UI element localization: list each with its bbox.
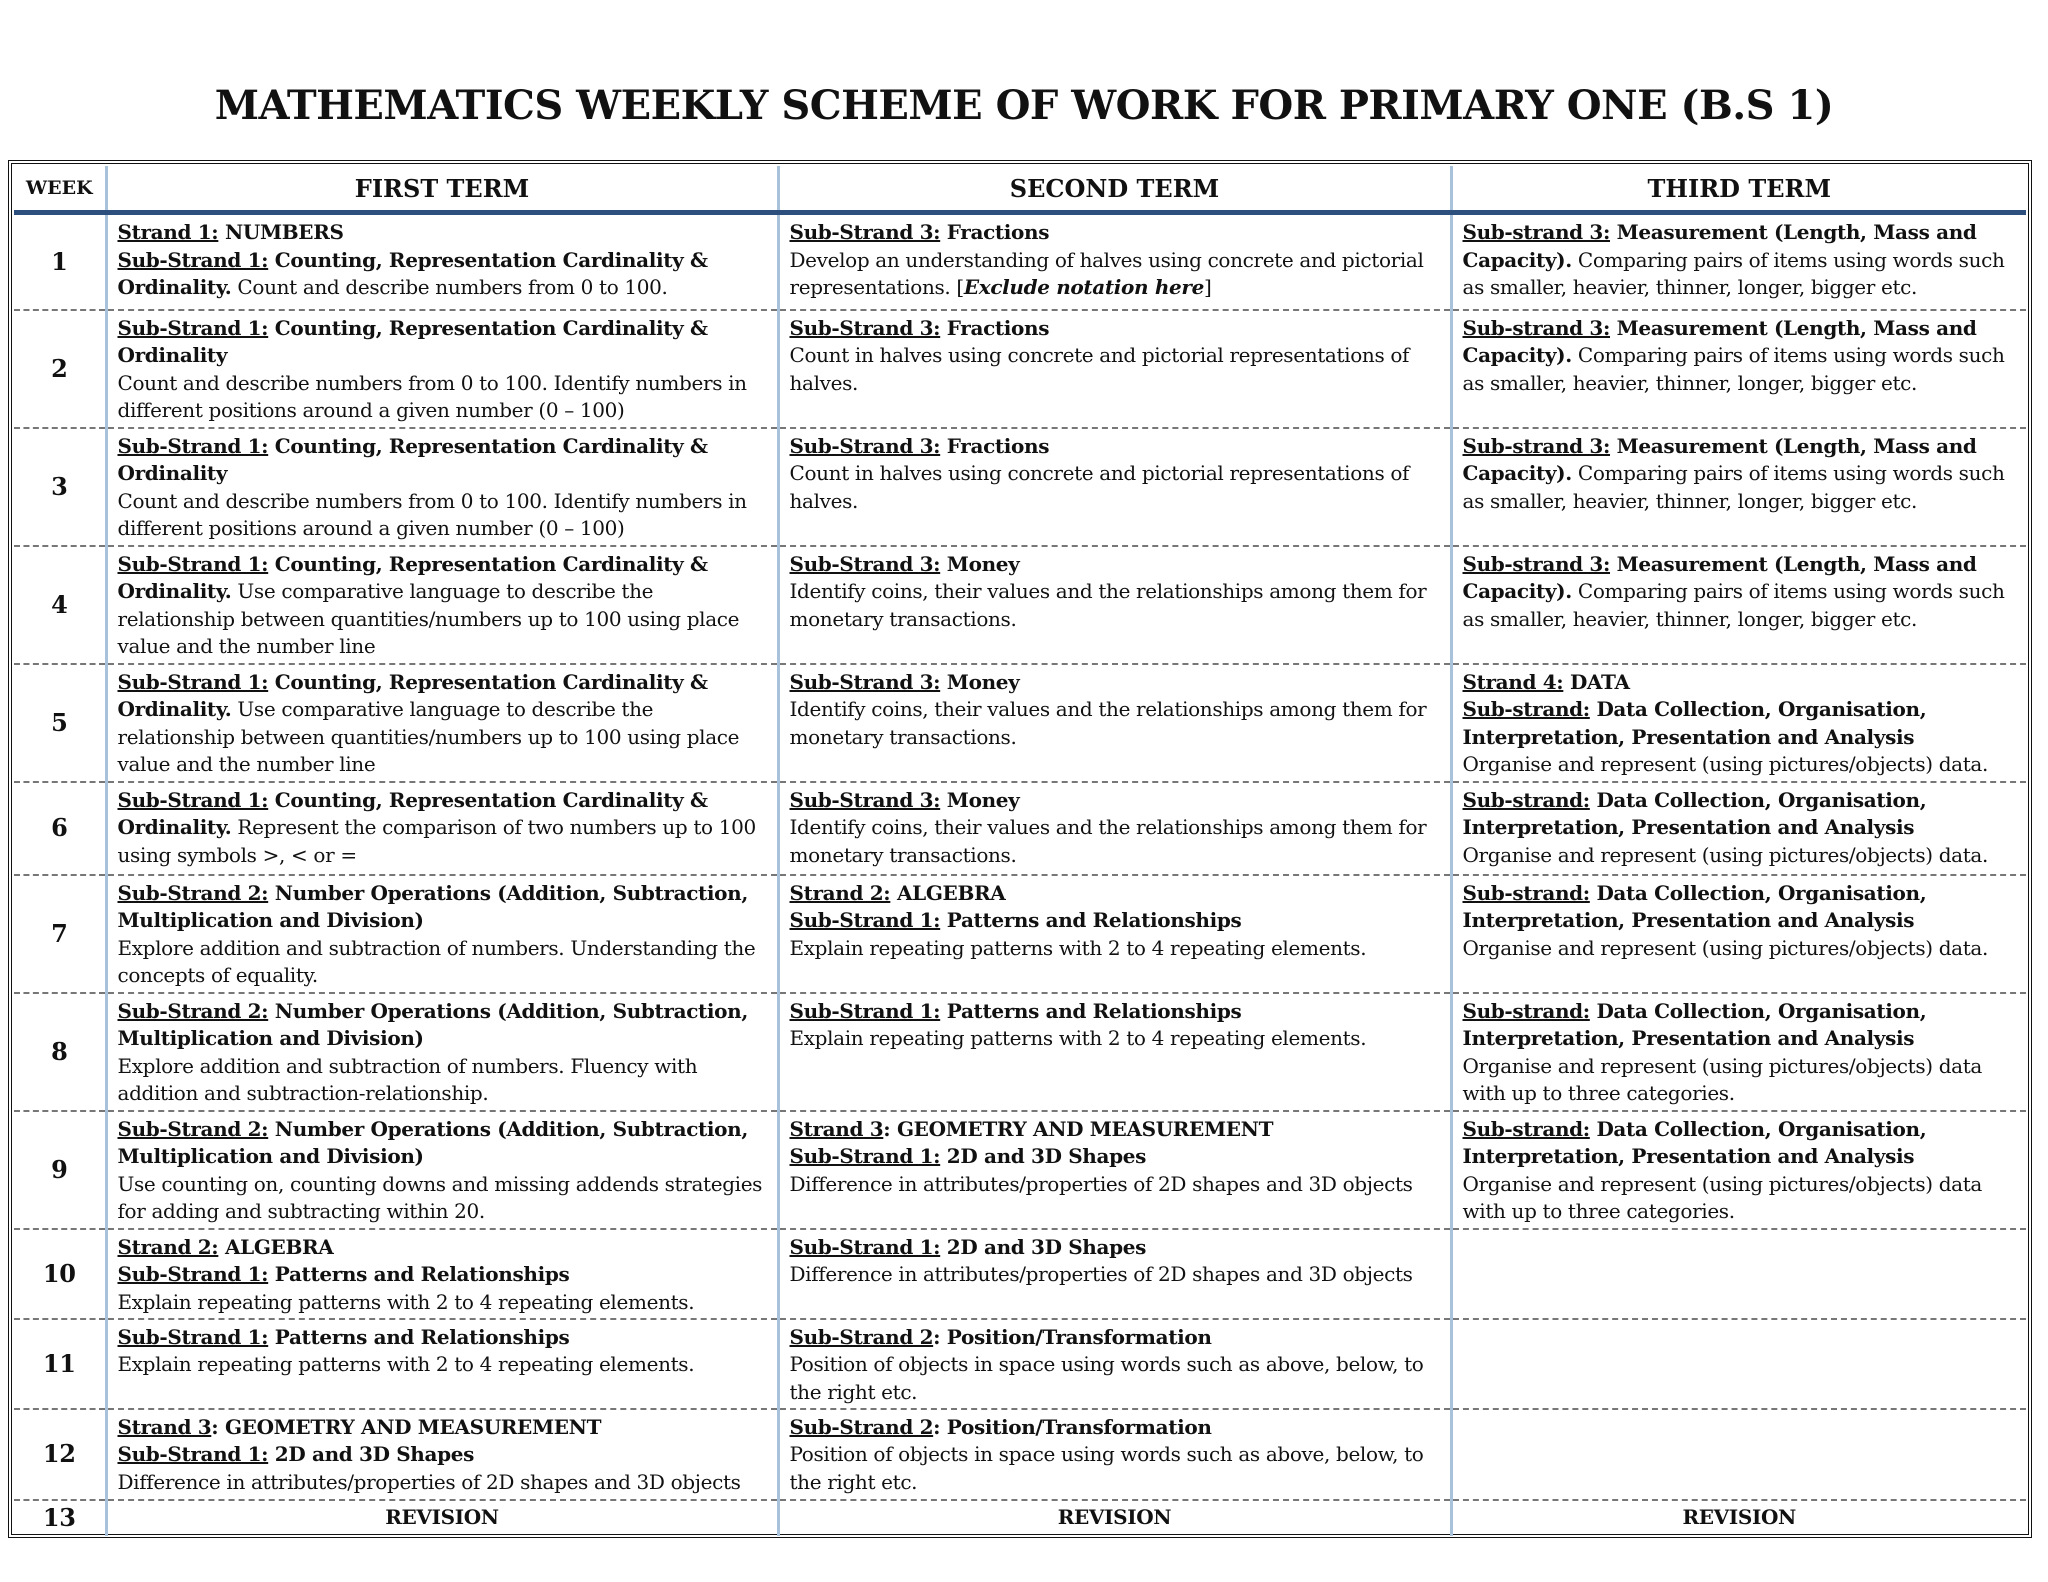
description: Develop an understanding of halves using concrete and pictorial representations. [: [789, 247, 1424, 300]
substrand-label: Sub-Strand 3:: [789, 220, 941, 244]
substrand-label: Sub-Strand 1:: [117, 1324, 269, 1349]
substrand-title: Fractions: [940, 433, 1050, 458]
week-number: 4: [14, 546, 106, 664]
substrand-title: Patterns and Relationships: [940, 908, 1242, 933]
first-term-cell: [106, 993, 778, 1111]
description: Difference in attributes/properties of 2D shapes and 3D objects: [789, 1171, 1413, 1196]
substrand-label: Sub-strand 3:: [1462, 551, 1611, 576]
substrand-label: Sub-strand:: [1462, 787, 1590, 812]
week-number: 12: [14, 1409, 106, 1500]
substrand-label: Sub-Strand 1:: [789, 998, 941, 1023]
description: Use counting on, counting downs and missing addends strategies for adding and subtracting within 20.: [117, 1171, 763, 1224]
description: Organise and represent (using pictures/objects) data with up to three categories.: [1462, 1171, 1982, 1224]
substrand-title: Patterns and Relationships: [268, 1262, 570, 1287]
strand-label: Strand 4:: [1462, 669, 1564, 694]
week-row: [14, 428, 2026, 546]
strand-label: Strand 2:: [789, 880, 891, 905]
substrand-label: Sub-Strand 3:: [789, 551, 941, 576]
week-header: WEEK: [14, 166, 106, 213]
substrand-label: Sub-Strand 1:: [789, 908, 941, 933]
third-term-cell: [1451, 1111, 2026, 1229]
substrand-label: Sub-Strand 1:: [117, 315, 269, 340]
substrand-title: Number Operations (Addition, Subtraction, Multiplication and Division): [117, 1116, 748, 1169]
first-term-cell: [106, 1409, 778, 1500]
second-term-cell: [778, 213, 1451, 310]
week-row: [14, 875, 2026, 993]
first-term-cell: [106, 782, 778, 875]
description: Comparing pairs of items using words such as smaller, heavier, thinner, longer, bigger etc.: [1462, 461, 2005, 513]
substrand-title: Data Collection, Organisation, Interpretation, Presentation and Analysis: [1462, 697, 1927, 749]
second-term-cell: [778, 1229, 1451, 1319]
third-term-cell: [1451, 782, 2026, 875]
first-term-revision: REVISION: [106, 1500, 778, 1536]
description: Represent the comparison of two numbers up to 100 using symbols >, < or =: [117, 815, 756, 867]
substrand-title: Data Collection, Organisation, Interpretation, Presentation and Analysis: [1462, 1116, 1927, 1169]
first-term-cell: [106, 1319, 778, 1409]
substrand-title: Money: [940, 669, 1020, 694]
second-term-cell: [778, 993, 1451, 1111]
week-row: [14, 1500, 2026, 1536]
week-number: 5: [14, 664, 106, 782]
week-row: [14, 664, 2026, 782]
third-term-cell: [1451, 310, 2026, 428]
description: Explain repeating patterns with 2 to 4 repeating elements.: [117, 1352, 695, 1377]
third-term-cell: [1451, 428, 2026, 546]
week-number: 10: [14, 1229, 106, 1319]
description: Explain repeating patterns with 2 to 4 repeating elements.: [117, 1289, 695, 1314]
page-title: MATHEMATICS WEEKLY SCHEME OF WORK FOR PRIMARY ONE (B.S 1): [214, 82, 1834, 129]
first-term-cell: [106, 546, 778, 664]
substrand-label: Sub-strand 3:: [1462, 433, 1611, 458]
substrand-label: Sub-Strand 1:: [117, 433, 269, 458]
third-term-header: THIRD TERM: [1451, 166, 2026, 213]
substrand-label: Sub-strand 3:: [1462, 315, 1611, 340]
second-term-cell: [778, 664, 1451, 782]
substrand-label: Sub-Strand 2:: [117, 998, 269, 1023]
description: Count in halves using concrete and pictorial representations of halves.: [789, 343, 1410, 395]
substrand-label: Sub-Strand 2:: [117, 1116, 269, 1141]
third-term-cell: [1451, 213, 2026, 310]
substrand-title: : Position/Transformation: [933, 1414, 1212, 1439]
substrand-title: Fractions: [940, 315, 1050, 340]
substrand-label: Sub-strand:: [1462, 880, 1590, 905]
week-number: 8: [14, 993, 106, 1111]
substrand-title: Counting, Representation Cardinality & Ordinality.: [117, 551, 708, 604]
third-term-cell: [1451, 1229, 2026, 1319]
first-term-cell: [106, 1111, 778, 1229]
substrand-label: Sub-Strand 1:: [117, 1262, 269, 1287]
second-term-cell: [778, 875, 1451, 993]
substrand-label: Sub-Strand 2:: [117, 880, 269, 905]
description: Count and describe numbers from 0 to 100. Identify numbers in different positions around a given number (0 – 100): [117, 370, 747, 423]
substrand-title: Number Operations (Addition, Subtraction, Multiplication and Division): [117, 880, 748, 933]
strand-title: ALGEBRA: [890, 880, 1006, 905]
substrand-label: Sub-Strand 3:: [789, 433, 941, 458]
week-number: 13: [42, 1503, 76, 1533]
substrand-title: Patterns and Relationships: [940, 998, 1242, 1023]
second-term-revision: REVISION: [778, 1500, 1451, 1536]
second-term-cell: [778, 782, 1451, 875]
week-row: [14, 310, 2026, 428]
substrand-title: Data Collection, Organisation, Interpretation, Presentation and Analysis: [1462, 998, 1927, 1051]
substrand-title: 2D and 3D Shapes: [940, 1144, 1147, 1169]
substrand-title: 2D and 3D Shapes: [268, 1442, 475, 1467]
second-term-cell: [778, 1319, 1451, 1409]
bracket: ]: [1203, 275, 1212, 300]
week-number: 3: [14, 428, 106, 546]
substrand-title: Counting, Representation Cardinality & Ordinality: [117, 315, 708, 368]
description: Count in halves using concrete and pictorial representations of halves.: [789, 461, 1410, 513]
substrand-title: Data Collection, Organisation, Interpretation, Presentation and Analysis: [1462, 787, 1927, 840]
strand-label: Strand 2:: [117, 1234, 219, 1259]
substrand-title: Counting, Representation Cardinality & Ordinality.: [117, 669, 708, 722]
second-term-header: SECOND TERM: [778, 166, 1451, 213]
description: Difference in attributes/properties of 2D shapes and 3D objects: [117, 1469, 741, 1494]
substrand-label: Sub-strand:: [1462, 998, 1590, 1023]
first-term-cell: [106, 1229, 778, 1319]
first-term-cell: [106, 428, 778, 546]
second-term-cell: [778, 428, 1451, 546]
first-term-cell: [106, 213, 778, 310]
substrand-title: Money: [940, 551, 1020, 576]
strand-label: Strand 3: [789, 1116, 884, 1141]
first-term-header: FIRST TERM: [106, 166, 778, 213]
substrand-label: Sub-strand 3:: [1462, 220, 1611, 244]
description: Identify coins, their values and the relationships among them for monetary transactions.: [789, 815, 1427, 867]
substrand-title: Measurement (Length, Mass and Capacity).: [1462, 315, 1977, 368]
description: Organise and represent (using pictures/objects) data.: [1462, 935, 1988, 960]
third-term-cell: [1451, 664, 2026, 782]
substrand-label: Sub-Strand 1:: [789, 1144, 941, 1169]
description: Organise and represent (using pictures/objects) data with up to three categories.: [1462, 1053, 1982, 1106]
substrand-label: Sub-Strand 1:: [117, 669, 269, 694]
substrand-title: Money: [940, 787, 1020, 812]
strand-title: : GEOMETRY AND MEASUREMENT: [883, 1116, 1274, 1141]
strand-label: Strand 3: [117, 1414, 212, 1439]
substrand-label: Sub-Strand 3:: [789, 787, 941, 812]
description: Position of objects in space using words such as above, below, to the right etc.: [789, 1442, 1424, 1494]
substrand-title: Counting, Representation Cardinality & Ordinality.: [117, 787, 708, 840]
week-number: 2: [14, 310, 106, 428]
substrand-label: Sub-Strand 1:: [117, 247, 269, 272]
substrand-title: : Position/Transformation: [933, 1324, 1212, 1349]
substrand-title: Measurement (Length, Mass and Capacity).: [1462, 220, 1977, 272]
week-row: [14, 1229, 2026, 1319]
first-term-cell: [106, 310, 778, 428]
substrand-label: Sub-Strand 1:: [117, 551, 269, 576]
first-term-cell: [106, 875, 778, 993]
week-row: [14, 1111, 2026, 1229]
first-term-cell: [106, 664, 778, 782]
description: Comparing pairs of items using words such as smaller, heavier, thinner, longer, bigger etc.: [1462, 579, 2005, 631]
week-number: 1: [14, 213, 106, 310]
note: Exclude notation here: [963, 275, 1204, 300]
week-row: [14, 1319, 2026, 1409]
description: Identify coins, their values and the relationships among them for monetary transactions.: [789, 697, 1427, 749]
substrand-label: Sub-Strand 1:: [117, 787, 269, 812]
week-row: [14, 546, 2026, 664]
description: Count and describe numbers from 0 to 100.: [231, 275, 668, 300]
week-number: 9: [14, 1111, 106, 1229]
description: Organise and represent (using pictures/objects) data.: [1462, 752, 1988, 777]
week-number: 7: [14, 875, 106, 993]
substrand-title: Measurement (Length, Mass and Capacity).: [1462, 551, 1977, 604]
substrand-title: Fractions: [940, 220, 1050, 244]
description: Comparing pairs of items using words such as smaller, heavier, thinner, longer, bigger etc.: [1462, 343, 2005, 395]
substrand-label: Sub-strand:: [1462, 1116, 1590, 1141]
strand-label: Strand 1:: [117, 220, 219, 244]
substrand-title: Counting, Representation Cardinality & Ordinality: [117, 433, 708, 486]
description: Explore addition and subtraction of numbers. Fluency with addition and subtraction-relationship.: [117, 1053, 698, 1106]
strand-title: DATA: [1563, 669, 1630, 694]
header-row: [14, 166, 2026, 213]
substrand-label: Sub-Strand 3:: [789, 669, 941, 694]
description: Organise and represent (using pictures/objects) data.: [1462, 842, 1988, 867]
description: Count and describe numbers from 0 to 100. Identify numbers in different positions around a given number (0 – 100): [117, 488, 747, 541]
third-term-revision: REVISION: [1451, 1500, 2026, 1536]
description: Identify coins, their values and the relationships among them for monetary transactions.: [789, 579, 1427, 631]
week-row: [14, 1409, 2026, 1500]
description: Use comparative language to describe the relationship between quantities/numbers up to 100 using place value and the number line: [117, 579, 740, 659]
week-number: 6: [14, 782, 106, 875]
substrand-label: Sub-Strand 2: [789, 1324, 934, 1349]
third-term-cell: [1451, 875, 2026, 993]
second-term-cell: [778, 310, 1451, 428]
week-row: [14, 213, 2026, 310]
second-term-cell: [778, 1409, 1451, 1500]
description: Explain repeating patterns with 2 to 4 repeating elements.: [789, 1026, 1367, 1051]
substrand-label: Sub-Strand 1:: [789, 1234, 941, 1259]
substrand-title: Number Operations (Addition, Subtraction, Multiplication and Division): [117, 998, 748, 1051]
third-term-cell: [1451, 1409, 2026, 1500]
description: Difference in attributes/properties of 2D shapes and 3D objects: [789, 1262, 1413, 1287]
scheme-table: [14, 166, 2026, 1536]
week-row: [14, 782, 2026, 875]
description: Position of objects in space using words such as above, below, to the right etc.: [789, 1352, 1424, 1404]
description: Explain repeating patterns with 2 to 4 repeating elements.: [789, 935, 1367, 960]
substrand-label: Sub-strand:: [1462, 697, 1590, 722]
description: Use comparative language to describe the relationship between quantities/numbers up to 100 using place value and the number line: [117, 697, 740, 777]
second-term-cell: [778, 546, 1451, 664]
strand-title: NUMBERS: [218, 220, 344, 244]
substrand-label: Sub-Strand 1:: [117, 1442, 269, 1467]
strand-title: ALGEBRA: [218, 1234, 334, 1259]
substrand-label: Sub-Strand 3:: [789, 315, 941, 340]
third-term-cell: [1451, 993, 2026, 1111]
description: Explore addition and subtraction of numbers. Understanding the concepts of equality.: [117, 935, 756, 988]
third-term-cell: [1451, 546, 2026, 664]
description: Comparing pairs of items using words such as smaller, heavier, thinner, longer, bigger etc.: [1462, 247, 2005, 300]
week-number: 11: [14, 1319, 106, 1409]
substrand-title: Data Collection, Organisation, Interpretation, Presentation and Analysis: [1462, 880, 1927, 933]
week-row: [14, 993, 2026, 1111]
substrand-title: Measurement (Length, Mass and Capacity).: [1462, 433, 1977, 486]
strand-title: : GEOMETRY AND MEASUREMENT: [211, 1414, 602, 1439]
substrand-title: Counting, Representation Cardinality & Ordinality.: [117, 247, 708, 300]
third-term-cell: [1451, 1319, 2026, 1409]
substrand-title: 2D and 3D Shapes: [940, 1234, 1147, 1259]
substrand-title: Patterns and Relationships: [268, 1324, 570, 1349]
substrand-label: Sub-Strand 2: [789, 1414, 934, 1439]
second-term-cell: [778, 1111, 1451, 1229]
